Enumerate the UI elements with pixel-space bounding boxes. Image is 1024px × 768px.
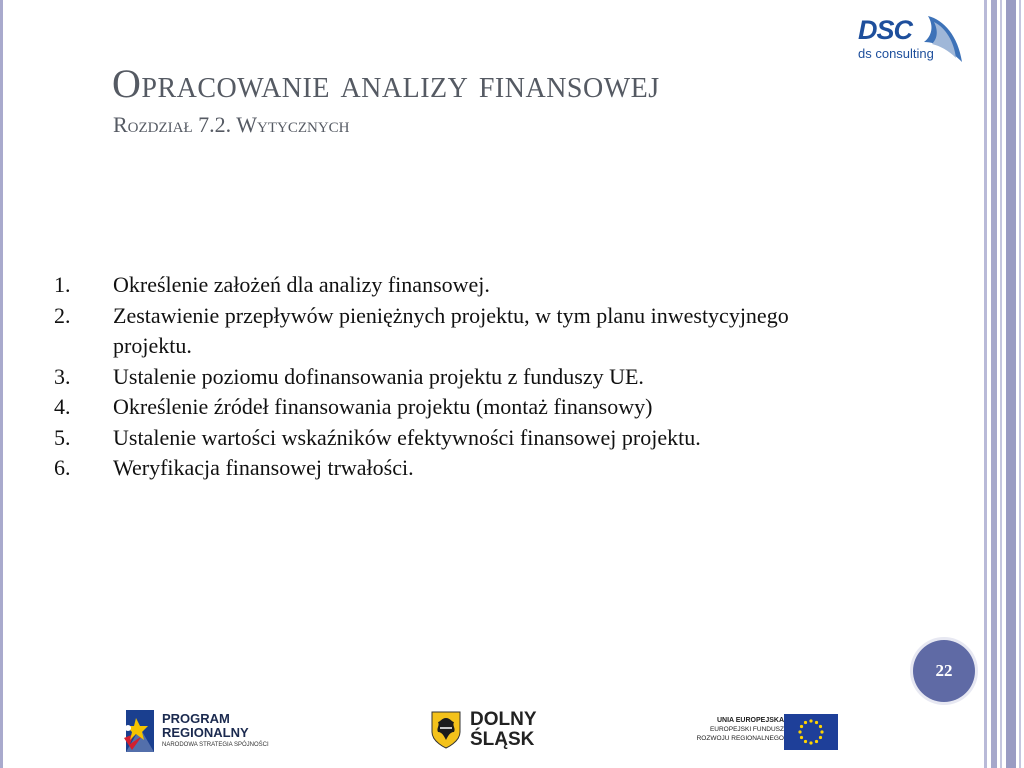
list-item bbox=[54, 392, 854, 423]
list-item bbox=[54, 301, 854, 362]
program-regionalny-logo bbox=[120, 706, 280, 758]
eu-flag-icon bbox=[784, 714, 838, 750]
slide-subtitle: Rozdział 7.2. Wytycznych bbox=[113, 112, 350, 137]
eu-fund-logo bbox=[686, 712, 842, 754]
region-line2: ŚLĄSK bbox=[470, 729, 535, 750]
logo-brand: DSC bbox=[858, 15, 913, 45]
program-line2: REGIONALNY bbox=[162, 725, 249, 740]
eagle-crest-icon bbox=[428, 710, 464, 750]
list-item-text: Ustalenie wartości wskaźników efektywności finansowej projektu. bbox=[113, 424, 701, 450]
eu-line3: ROZWOJU REGIONALNEGO bbox=[696, 735, 784, 742]
eu-line1: UNIA EUROPEJSKA bbox=[716, 717, 784, 724]
eu-line2: EUROPEJSKI FUNDUSZ bbox=[709, 726, 784, 733]
program-tagline: NARODOWA STRATEGIA SPÓJNOŚCI bbox=[162, 742, 269, 748]
slide-title: Opracowanie analizy finansowej bbox=[112, 61, 660, 106]
region-line1: DOLNY bbox=[470, 709, 537, 730]
region-label bbox=[470, 710, 537, 750]
list-item-text: Zestawienie przepływów pieniężnych projektu, w tym planu inwestycyjnego projektu. bbox=[113, 302, 789, 358]
star-logo-icon bbox=[120, 706, 160, 756]
right-frame bbox=[980, 0, 1024, 768]
list-item bbox=[54, 453, 854, 484]
eu-label bbox=[697, 716, 784, 743]
program-label bbox=[162, 712, 249, 740]
logo-subtitle: ds consulting bbox=[858, 46, 934, 61]
steps-list bbox=[54, 270, 854, 484]
list-item bbox=[54, 270, 854, 301]
left-frame-rule bbox=[0, 0, 3, 768]
list-item-number: 6. bbox=[54, 455, 71, 480]
list-item-number: 1. bbox=[54, 272, 71, 297]
list-item-number: 3. bbox=[54, 363, 71, 389]
list-item-text: Określenie źródeł finansowania projektu (montaż finansowy) bbox=[113, 394, 653, 419]
list-item bbox=[54, 362, 854, 393]
list-item bbox=[54, 423, 854, 454]
dsc-logo bbox=[852, 12, 968, 68]
list-item-number: 4. bbox=[54, 394, 71, 419]
list-item-text: Określenie założeń dla analizy finansowej. bbox=[113, 272, 490, 297]
list-item-text: Weryfikacja finansowej trwałości. bbox=[113, 455, 414, 480]
sail-icon bbox=[914, 12, 966, 66]
list-item-number: 2. bbox=[54, 302, 71, 328]
list-item-number: 5. bbox=[54, 424, 71, 450]
list-item-text: Ustalenie poziomu dofinansowania projektu z funduszy UE. bbox=[113, 363, 644, 389]
page-number-badge: 22 bbox=[913, 640, 975, 702]
dolny-slask-logo bbox=[428, 710, 558, 754]
program-line1: PROGRAM bbox=[162, 711, 230, 726]
